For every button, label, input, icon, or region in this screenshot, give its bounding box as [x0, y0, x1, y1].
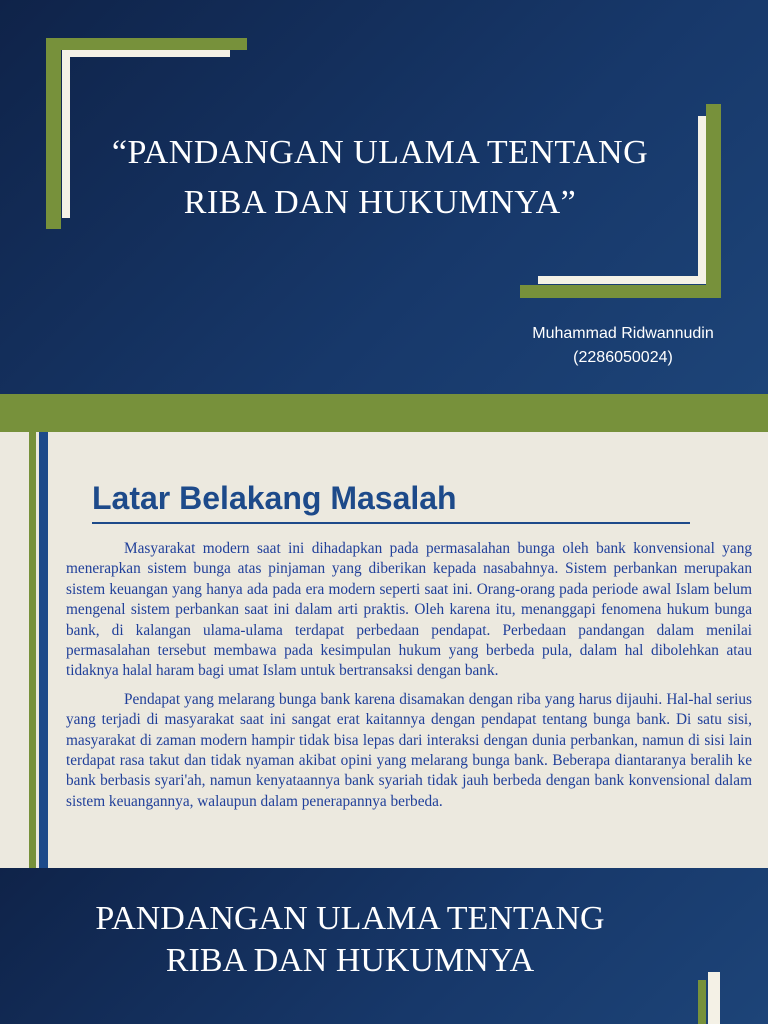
- body-text: [66, 539, 752, 820]
- frame-green-vertical-bottom-right-2: [698, 980, 706, 1024]
- heading-underline: [92, 522, 690, 524]
- frame-white-vertical-top-left: [62, 50, 70, 218]
- frame-white-vertical-bottom-right-2: [708, 972, 720, 1024]
- slide-title: [80, 128, 680, 228]
- title-slide: [0, 0, 768, 394]
- author-id: (2286050024): [573, 349, 673, 366]
- frame-green-horizontal-top-left: [46, 38, 247, 50]
- frame-green-horizontal-bottom-right: [520, 285, 721, 298]
- slide-title-line2: RIBA DAN HUKUMNYA”: [183, 184, 577, 221]
- frame-white-vertical-bottom-right: [698, 116, 706, 284]
- accent-bar-blue: [39, 432, 48, 868]
- author-name: Muhammad Ridwannudin: [532, 325, 714, 342]
- slide-title-line1: “PANDANGAN ULAMA TENTANG: [111, 134, 649, 171]
- next-slide-title: [40, 898, 660, 982]
- slide-divider-band: [0, 394, 768, 432]
- next-slide-title-line2: RIBA DAN HUKUMNYA: [165, 942, 535, 979]
- paragraph-1: Masyarakat modern saat ini dihadapkan pada permasalahan bunga oleh bank konvensional yang menerapkan sistem bunga atas pinjaman yang diberikan kepada nasabahnya. Sistem perbankan merupakan sistem keuangan yang hanya ada pada era modern seperti saat ini. Orang-orang pada periode awal Islam belum mengenal sistem perbankan saat ini dalam arti praktis. Oleh karena itu, menanggapi fenomena hukum bunga bank, di kalangan ulama-ulama terdapat perbedaan pendapat. Perbedaan pandangan dalam menilai permasalahan tersebut membawa pada kesimpulan hukum yang berbeda pula, dalam hal dibolehkan atau tidaknya halal haram bagi umat Islam untuk bertransaksi dengan bank.: [66, 540, 752, 680]
- author-block: [500, 322, 746, 370]
- paragraph-2: Pendapat yang melarang bunga bank karena disamakan dengan riba yang harus dijauhi. Hal-hal serius yang terjadi di masyarakat saat ini sangat erat kaitannya dengan pendapat tentang bunga bank. Di satu sisi, masyarakat di zaman modern hampir tidak bisa lepas dari interaksi dengan dunia perbankan, namun di sisi lain terdapat rasa takut dan tidak nyaman akibat opini yang melarang bunga bank. Beberapa diantaranya beralih ke bank berbasis syari'ah, namun kenyataannya bank syariah tidak jauh berbeda dengan bank konvensional dalam sistem keuangannya, walaupun dalam penerapannya berbeda.: [66, 690, 752, 810]
- accent-bar-green: [29, 432, 36, 868]
- next-slide-title-line1: PANDANGAN ULAMA TENTANG: [95, 900, 605, 937]
- frame-white-horizontal-bottom-right: [538, 276, 706, 284]
- section-heading: Latar Belakang Masalah: [92, 480, 457, 516]
- frame-green-vertical-top-left: [46, 38, 61, 229]
- frame-green-vertical-bottom-right: [706, 104, 721, 298]
- frame-white-horizontal-top-left: [62, 50, 230, 57]
